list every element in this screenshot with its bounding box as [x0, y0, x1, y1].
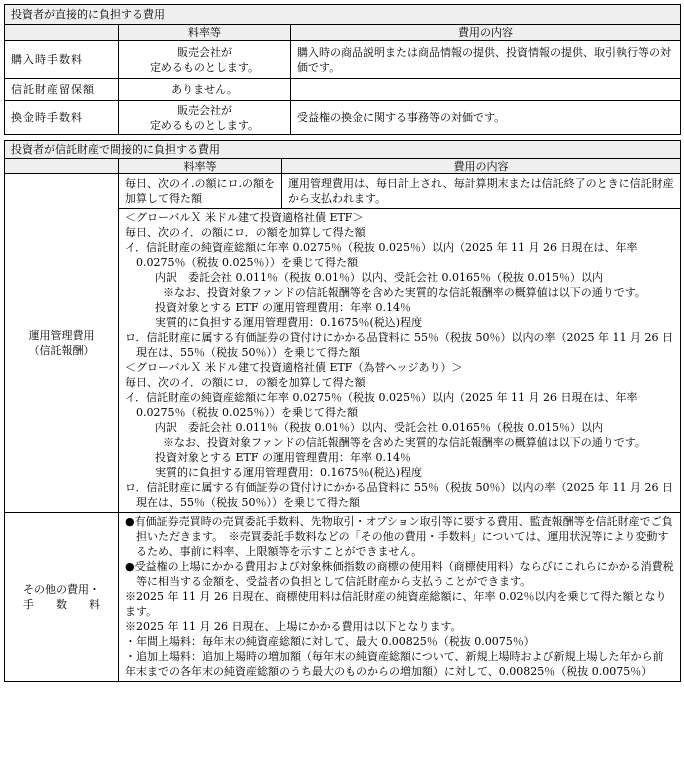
other-para-2: ●受益権の上場にかかる費用および対象株価指数の商標の使用料（商標使用料）ならびにこれらにかかる消費税等に相当する金額を、受益者の負担として信託財産から支払うことができます。: [125, 560, 674, 588]
other-fees-content: [119, 513, 681, 682]
fund-1-etf-fee: 投資対象とする ETF の運用管理費用：年率 0.14％: [155, 301, 411, 314]
indirect-cost-table: [4, 140, 681, 682]
fund-2-etf-fee: 投資対象とする ETF の運用管理費用：年率 0.14％: [155, 451, 411, 464]
fund-2-item-b: ロ．信託財産に属する有価証券の貸付けにかかる品貸料に 55％（税抜 50％）以内の率（2025 年 11 月 26 日現在は、55％（税抜 50％））を乗じて得た額: [125, 481, 674, 509]
row-label-redemption-fee: 換金時手数料: [5, 101, 119, 135]
fund-2-item-a: イ．信託財産の純資産総額に年率 0.0275％（税抜 0.025％）以内（2025 年 11 月 26 日現在は、年率 0.0275％（税抜 0.025％））を乗じて得た額: [125, 391, 638, 419]
mgmt-rate-summary: 毎日、次のイ.の額にロ.の額を加算して得た額: [119, 174, 282, 208]
fund-1-breakdown: 内訳 委託会社 0.011％（税抜 0.01％）以内、受託会社 0.0165％（税抜 0.015％）以内: [155, 271, 603, 284]
fund-2-name: ＜グローバルＸ 米ドル建て投資適格社債 ETF（為替ヘッジあり）＞: [125, 361, 463, 374]
fund-1-item-a: イ．信託財産の純資産総額に年率 0.0275％（税抜 0.025％）以内（2025 年 11 月 26 日現在は、年率 0.0275％（税抜 0.025％））を乗じて得た額: [125, 241, 638, 269]
fund-1-effective-fee: 実質的に負担する運用管理費用：0.1675％(税込)程度: [155, 316, 423, 329]
direct-col-rate: 料率等: [119, 25, 291, 41]
rate-redemption-fee: 販売会社が 定めるものとします。: [119, 101, 291, 135]
fund-1-item-b: ロ．信託財産に属する有価証券の貸付けにかかる品貸料に 55％（税抜 50％）以内の率（2025 年 11 月 26 日現在は、55％（税抜 50％））を乗じて得た額: [125, 331, 674, 359]
fund-2-breakdown: 内訳 委託会社 0.011％（税抜 0.01％）以内、受託会社 0.0165％（税抜 0.015％）以内: [155, 421, 603, 434]
fund-1-intro: 毎日、次のイ．の額にロ．の額を加算して得た額: [125, 226, 366, 239]
direct-section-title: 投資者が直接的に負担する費用: [5, 5, 681, 25]
other-para-4: ※2025 年 11 月 26 日現在、上場にかかる費用は以下となります。: [125, 620, 462, 633]
fund-1-name: ＜グローバルＸ 米ドル建て投資適格社債 ETF＞: [125, 211, 364, 224]
indirect-section-title: 投資者が信託財産で間接的に負担する費用: [5, 141, 681, 159]
content-purchase-fee: 購入時の商品説明または商品情報の提供、投資情報の提供、取引執行等の対価です。: [291, 41, 681, 79]
fund-2-intro: 毎日、次のイ．の額にロ．の額を加算して得た額: [125, 376, 366, 389]
row-label-purchase-fee: 購入時手数料: [5, 41, 119, 79]
fund-2-note: ※なお、投資対象ファンドの信託報酬等を含めた実質的な信託報酬率の概算値は以下の通りです。: [163, 436, 646, 449]
mgmt-content-summary: 運用管理費用は、毎日計上され、毎計算期末または信託終了のときに信託財産から支払われます。: [288, 177, 674, 205]
fund-1-note: ※なお、投資対象ファンドの信託報酬等を含めた実質的な信託報酬率の概算値は以下の通りです。: [163, 286, 646, 299]
other-para-5: ・年間上場料：毎年末の純資産総額に対して、最大 0.00825％（税抜 0.0075％）: [125, 635, 535, 648]
content-redemption-fee: 受益権の換金に関する事務等の対価です。: [291, 101, 681, 135]
indirect-col-rate: 料率等: [119, 159, 282, 173]
rate-trust-reserve: ありません。: [119, 79, 291, 101]
rate-purchase-fee: 販売会社が 定めるものとします。: [119, 41, 291, 79]
other-fees-label: その他の費用・ 手 数 料: [5, 513, 119, 682]
fund-2-effective-fee: 実質的に負担する運用管理費用：0.1675％(税込)程度: [155, 466, 423, 479]
other-para-1: ●有価証券売買時の売買委託手数料、先物取引・オプション取引等に要する費用、監査報酬等を信託財産でご負担いただきます。 ※売買委託手数料などの「その他の費用・手数料」については、運用状況等により変動するため、事前に料率、上限額等を示すことができません。: [125, 515, 673, 558]
content-trust-reserve: [291, 79, 681, 101]
mgmt-fee-label: 運用管理費用 （信託報酬）: [5, 174, 119, 513]
row-label-trust-reserve: 信託財産留保額: [5, 79, 119, 101]
other-para-3: ※2025 年 11 月 26 日現在、商標使用料は信託財産の純資産総額に、年率 0.02％以内を乗じて得た額となります。: [125, 590, 667, 618]
mgmt-fund-details: [119, 209, 680, 512]
direct-col-content: 費用の内容: [291, 25, 681, 41]
other-para-6: ・追加上場料：追加上場時の増加額（毎年末の純資産総額について、新規上場時および新規上場した年から前年末までの各年末の純資産総額のうち最大のものからの増加額）に対して、0.00825％（税抜 0.0075％）: [125, 650, 664, 678]
direct-cost-table: [4, 4, 681, 135]
indirect-col-content: 費用の内容: [282, 159, 680, 173]
